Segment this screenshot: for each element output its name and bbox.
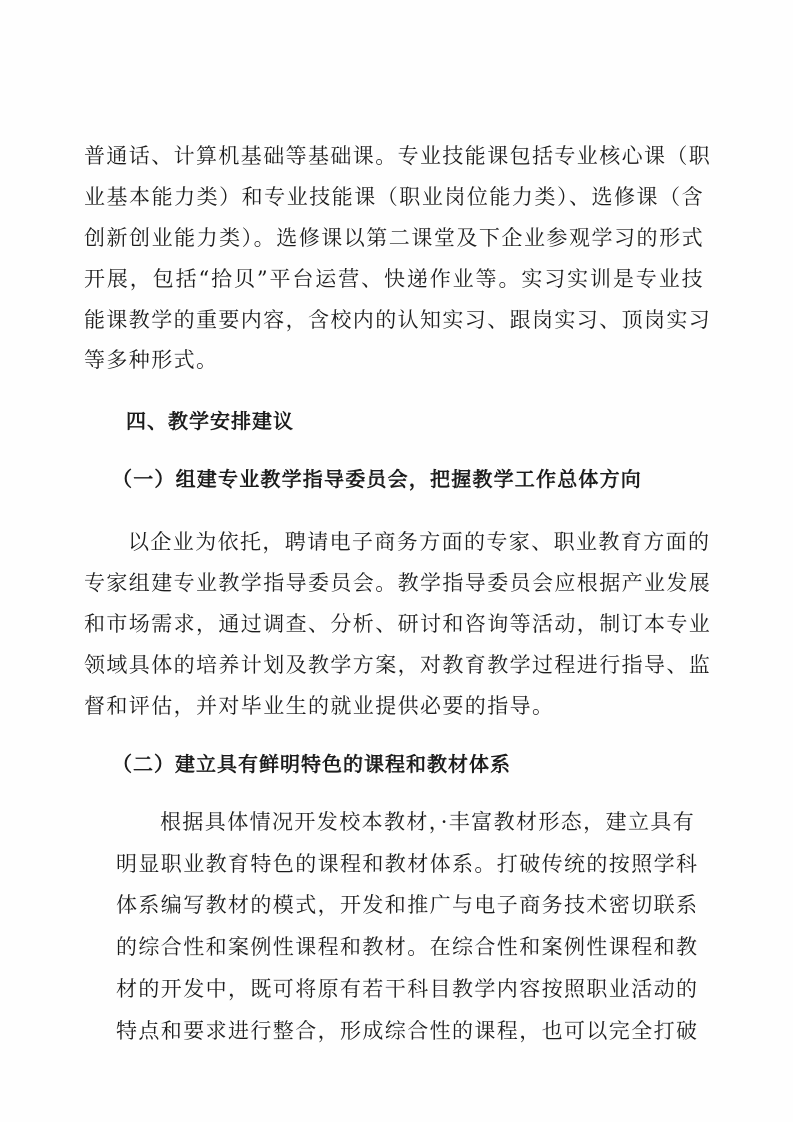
paragraph-line: 创新创业能力类）。选修课以第二课堂及下企业参观学习的形式 (84, 226, 704, 250)
paragraph-line: 督和评估，并对毕业生的就业提供必要的指导。 (84, 694, 555, 718)
section-heading: 四、教学安排建议 (126, 409, 294, 433)
paragraph-line: 专家组建专业教学指导委员会。教学指导委员会应根据产业发展 (84, 571, 712, 595)
paragraph-line: 和市场需求，通过调查、分析、研讨和咨询等活动，制订本专业 (84, 612, 712, 636)
paragraph-line: 明显职业教育特色的课程和教材体系。打破传统的按照学科 (116, 852, 699, 876)
paragraph-line: 以企业为依托，聘请电子商务方面的专家、职业教育方面的 (128, 530, 711, 554)
paragraph-line: 领域具体的培养计划及教学方案，对教育教学过程进行指导、监 (84, 653, 712, 677)
paragraph-line: 的综合性和案例性课程和教材。在综合性和案例性课程和教 (116, 935, 699, 959)
paragraph-line: 能课教学的重要内容，含校内的认知实习、跟岗实习、顶岗实习 (84, 308, 712, 332)
paragraph-line: 业基本能力类）和专业技能课（职业岗位能力类）、选修课（含 (84, 185, 704, 209)
paragraph-line: 开展，包括“拾贝”平台运营、快递作业等。实习实训是专业技 (84, 267, 704, 291)
paragraph-line: 等多种形式。 (84, 348, 219, 372)
paragraph-line: 特点和要求进行整合，形成综合性的课程，也可以完全打破 (116, 1019, 699, 1043)
paragraph-line: 普通话、计算机基础等基础课。专业技能课包括专业核心课（职 (84, 144, 712, 168)
subsection-heading: （一）组建专业教学指导委员会，把握教学工作总体方向 (112, 467, 642, 491)
paragraph-line: 材的开发中，既可将原有若干科目教学内容按照职业活动的 (116, 977, 699, 1001)
paragraph-line: 根据具体情况开发校本教材，·丰富教材形态，建立具有 (160, 810, 696, 834)
subsection-heading: （二）建立具有鲜明特色的课程和教材体系 (112, 752, 511, 776)
paragraph-line: 体系编写教材的模式，开发和推广与电子商务技术密切联系 (116, 893, 699, 917)
